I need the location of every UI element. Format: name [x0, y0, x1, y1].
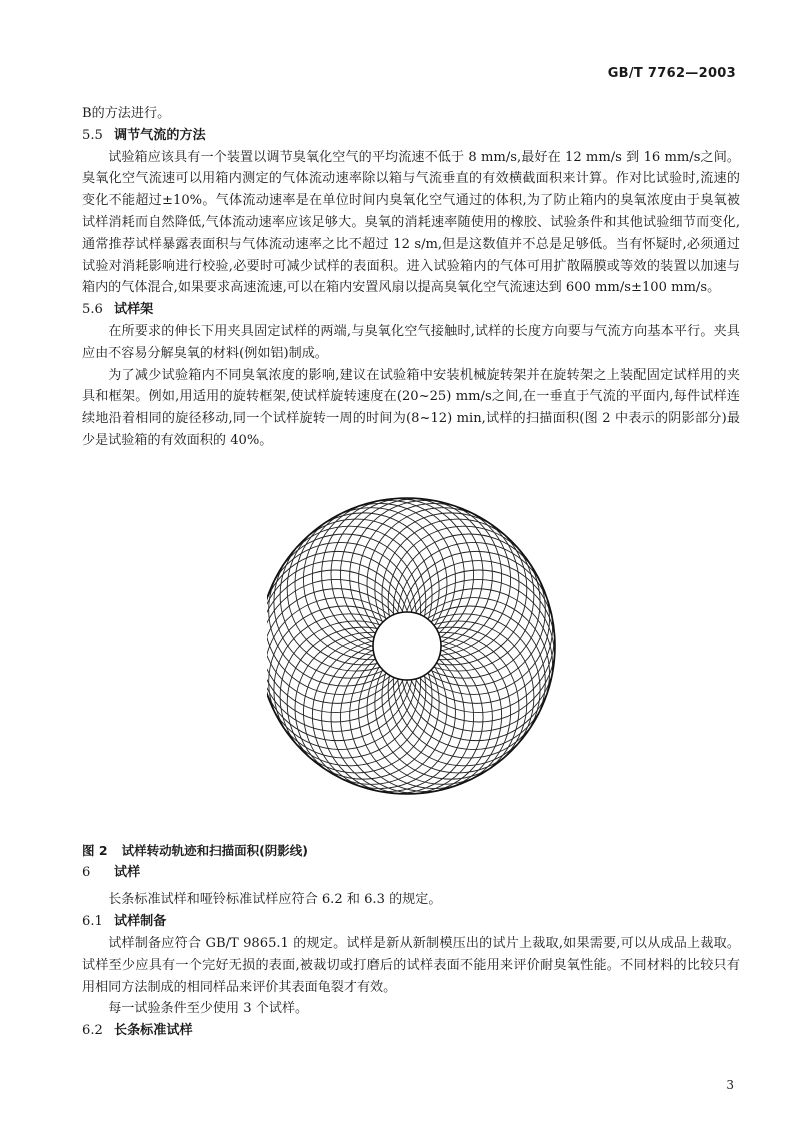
inner-boundary [373, 612, 441, 680]
section-number: 6.2 [82, 1023, 103, 1039]
document-body [82, 103, 740, 1042]
rotation-track-drawing [267, 476, 557, 816]
section-number: 5.6 [82, 302, 103, 318]
sample-orbit-lines [267, 498, 555, 794]
section-title: 试样制备 [114, 914, 167, 930]
figure-label: 图 2 [82, 842, 108, 858]
section-6-1-paragraph-1: 试样制备应符合 GB/T 9865.1 的规定。试样是新从新制模压出的试片上裁取,如果需要,可以从成品上裁取。试样至少应具有一个完好无损的表面,被裁切或打磨后的试样表面不能用来评价耐臭氧性能。不同材料的比较只有用相同方法制成的相同样品来评价其表面龟裂才有效。 [82, 935, 740, 995]
intro-paragraph: B的方法进行。 [82, 106, 171, 121]
section-6-1-heading [82, 911, 740, 933]
section-title: 长条标准试样 [114, 1023, 193, 1039]
page-number: 3 [726, 1078, 734, 1092]
figure-2-caption [82, 840, 740, 862]
section-6-paragraph: 长条标准试样和哑铃标准试样应符合 6.2 和 6.3 的规定。 [108, 892, 442, 908]
section-6-heading [82, 862, 740, 884]
section-title: 试样架 [114, 302, 154, 318]
section-number: 6 [82, 864, 91, 880]
figure-2 [82, 466, 740, 834]
section-title: 试样 [114, 864, 141, 880]
section-5-6-paragraph-1: 在所要求的伸长下用夹具固定试样的两端,与臭氧化空气接触时,试样的长度方向要与气流方向基本平行。夹具应由不容易分解臭氧的材料(例如铝)制成。 [82, 323, 740, 361]
figure-caption-text: 试样转动轨迹和扫描面积(阴影线) [121, 842, 308, 858]
section-5-6-paragraph-2: 为了减少试验箱内不同臭氧浓度的影响,建议在试验箱中安装机械旋转架并在旋转架之上装配固定试样用的夹具和框架。例如,用适用的旋转框架,使试样旋转速度在(20~25) mm/s之间,在一垂直于气流的平面内,每件试样连续地沿着相同的旋径移动,同一个试样旋转一周的时间为(8~12) min,试样的扫描面积(图 2 中表示的阴影部分)最少是试验箱的有效面积的 40%。 [82, 367, 740, 448]
section-6-1-paragraph-2: 每一试验条件至少使用 3 个试样。 [108, 1001, 309, 1017]
section-5-6-heading [82, 299, 740, 321]
section-number: 6.1 [82, 914, 103, 930]
section-6-2-heading [82, 1020, 740, 1042]
section-5-5-paragraph: 试验箱应该具有一个装置以调节臭氧化空气的平均流速不低于 8 mm/s,最好在 12 mm/s 到 16 mm/s之间。臭氧化空气流速可以用箱内测定的气体流动速率除以箱与气流垂直的有效横截面积来计算。作对比试验时,流速的变化不能超过±10%。气体流动速率是在单位时间内臭氧化空气通过的体积,为了防止箱内的臭氧浓度由于臭氧被试样消耗而自然降低,气体流动速率应该足够大。臭氧的消耗速率随使用的橡胶、试验条件和其他试验细节而变化,通常推荐试样暴露表面积与气体流动速率之比不超过 12 s/m,但是这数值并不总是足够低。当有怀疑时,必须通过试验对消耗影响进行校验,必要时可减少试样的表面积。进入试验箱内的气体可用扩散隔膜或等效的装置以加速与箱内的气体混合,如果要求高速流速,可以在箱内安置风扇以提高臭氧化空气流速达到 600 mm/s±100 mm/s。 [82, 149, 740, 296]
section-number: 5.5 [82, 127, 103, 143]
standard-code: GB/T 7762—2003 [607, 66, 736, 81]
section-5-5-heading [82, 125, 740, 147]
section-title: 调节气流的方法 [114, 127, 206, 143]
